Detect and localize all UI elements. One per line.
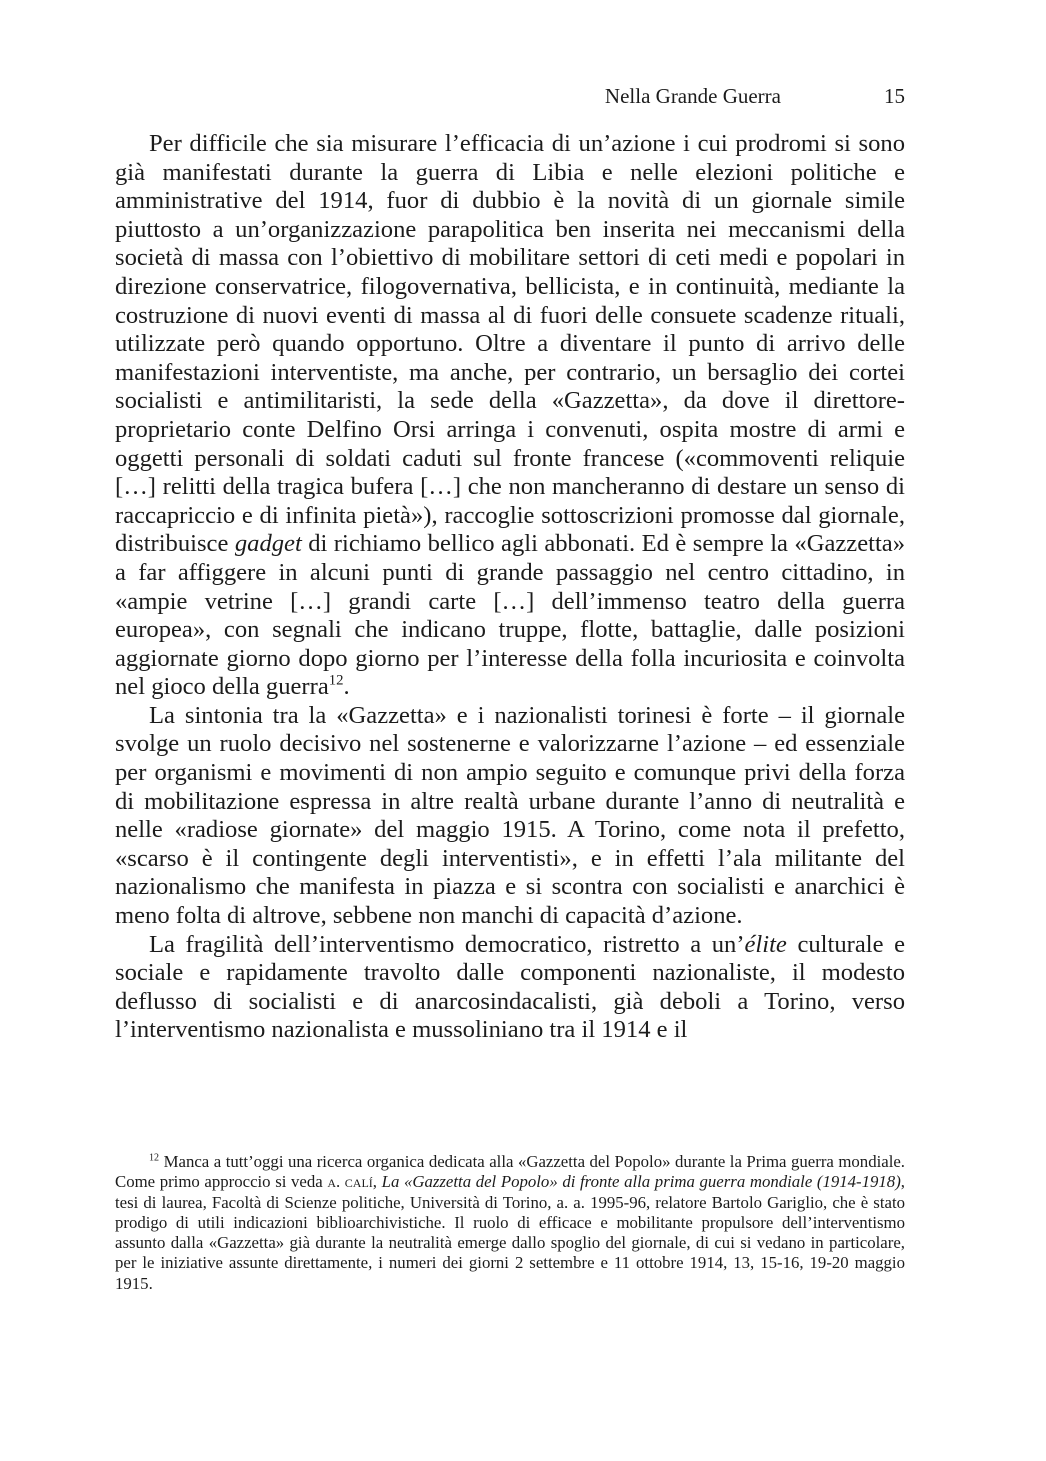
paragraph-1-italic: gadget bbox=[234, 530, 302, 558]
paragraph-1-text-a: Per difficile che sia misurare l’efficacia di un’azione i cui prodromi si sono già manifestati durante la guerra di Libia e nelle elezioni politiche e amministrative del 1914, fuor di dubbio è la novità di un giornale simile piuttosto a un’organizzazione parapolitica ben inserita nei meccanismi della società di massa con l’obiettivo di mobilitare settori di ceti medi e popolari in direzione conservatrice, filogovernativa, bellicista, e in continuità, mediante la costruzione di nuovi eventi di massa al di fuori delle consuete scadenze rituali, utilizzate però quando opportuno. Oltre a diventare il punto di arrivo delle manifestazioni interventiste, ma anche, per contrario, un bersaglio dei cortei socialisti e antimilitaristi, la sede della «Gazzetta», da dove il direttore-proprietario conte Delfino Orsi arringa i convenuti, ospita mostre di armi e oggetti personali di soldati caduti sul fronte francese («commoventi reliquie […] relitti della tragica bufera […] che non mancheranno di destare un senso di raccapriccio e di infinita pietà»), raccoglie sottoscrizioni promosse dal giornale, distribuisce bbox=[115, 130, 905, 558]
footnote-number: 12 bbox=[149, 1152, 160, 1164]
footnote-reference: 12 bbox=[328, 672, 344, 689]
running-title: Nella Grande Guerra bbox=[604, 84, 781, 108]
paragraph-1-end: . bbox=[343, 673, 350, 701]
footnotes bbox=[115, 1152, 905, 1294]
paragraph-3-text-b: culturale e sociale e rapidamente travolto dalle componenti nazionaliste, il modesto deflusso di socialisti e di anarcosindacalisti, già deboli a Torino, verso l’interventismo nazionalista e mussoliniano tra il 1914 e il bbox=[115, 930, 905, 1044]
paragraph-2: La sintonia tra la «Gazzetta» e i nazionalisti torinesi è forte – il giornale svolge un ruolo decisivo nel sostenerne e valorizzarne l’azione – ed essenziale per organismi e movimenti di non ampio seguito e comunque privi della forza di mobilitazione espressa in altre realtà urbane durante l’anno di neutralità e nelle «radiose giornate» del maggio 1915. A Torino, come nota il prefetto, «scarso è il contingente degli interventisti», e in effetti l’ala militante del nazionalismo che manifesta in piazza e si scontra con socialisti e anarchici è meno folta di altrove, sebbene non manchi di capacità d’azione. bbox=[115, 701, 905, 930]
paragraph-3 bbox=[115, 931, 905, 1045]
footnote-text-c: , tesi di laurea, Facoltà di Scienze politiche, Università di Torino, a. a. 1995-96, relatore Bartolo Gariglio, che è stato prodigo di utili indicazioni biblioarchivistiche. Il ruolo di efficace e mobilitante propulsore dell’interventismo assunto dalla «Gazzetta» già durante la neutralità emerge dallo spoglio del giornale, di cui si vedano in particolare, per le iniziative assunte direttamente, i numeri dei giorni 2 settembre e 11 ottobre 1914, 13, 15-16, 19-20 maggio 1915. bbox=[115, 1172, 905, 1293]
paragraph-3-italic: élite bbox=[744, 930, 787, 958]
footnote-title: La «Gazzetta del Popolo» di fronte alla prima guerra mondiale (1914-1918) bbox=[381, 1172, 901, 1192]
footnote-text-a: Manca a tutt’oggi una ricerca organica dedicata alla «Gazzetta del Popolo» durante la Prima guerra mondiale. Come primo approccio si veda bbox=[115, 1152, 905, 1192]
paragraph-1 bbox=[115, 130, 905, 702]
footnote-12 bbox=[115, 1152, 905, 1294]
page-number: 15 bbox=[884, 84, 905, 108]
footnote-author: a. calí bbox=[327, 1172, 373, 1192]
body-text bbox=[115, 130, 905, 1045]
footnote-text-b: , bbox=[372, 1172, 382, 1192]
paragraph-1-text-b: di richiamo bellico agli abbonati. Ed è sempre la «Gazzetta» a far affiggere in alcuni punti di grande passaggio nel centro cittadino, in «ampie vetrine […] grandi carte […] dell’immenso teatro della guerra europea», con segnali che indicano truppe, flotte, battaglie, dalle posizioni aggiornate giorno dopo giorno per l’interesse della folla incuriosita e coinvolta nel gioco della guerra bbox=[115, 530, 906, 701]
paragraph-3-text-a: La fragilità dell’interventismo democratico, ristretto a un’ bbox=[149, 930, 745, 958]
running-head bbox=[115, 84, 905, 114]
